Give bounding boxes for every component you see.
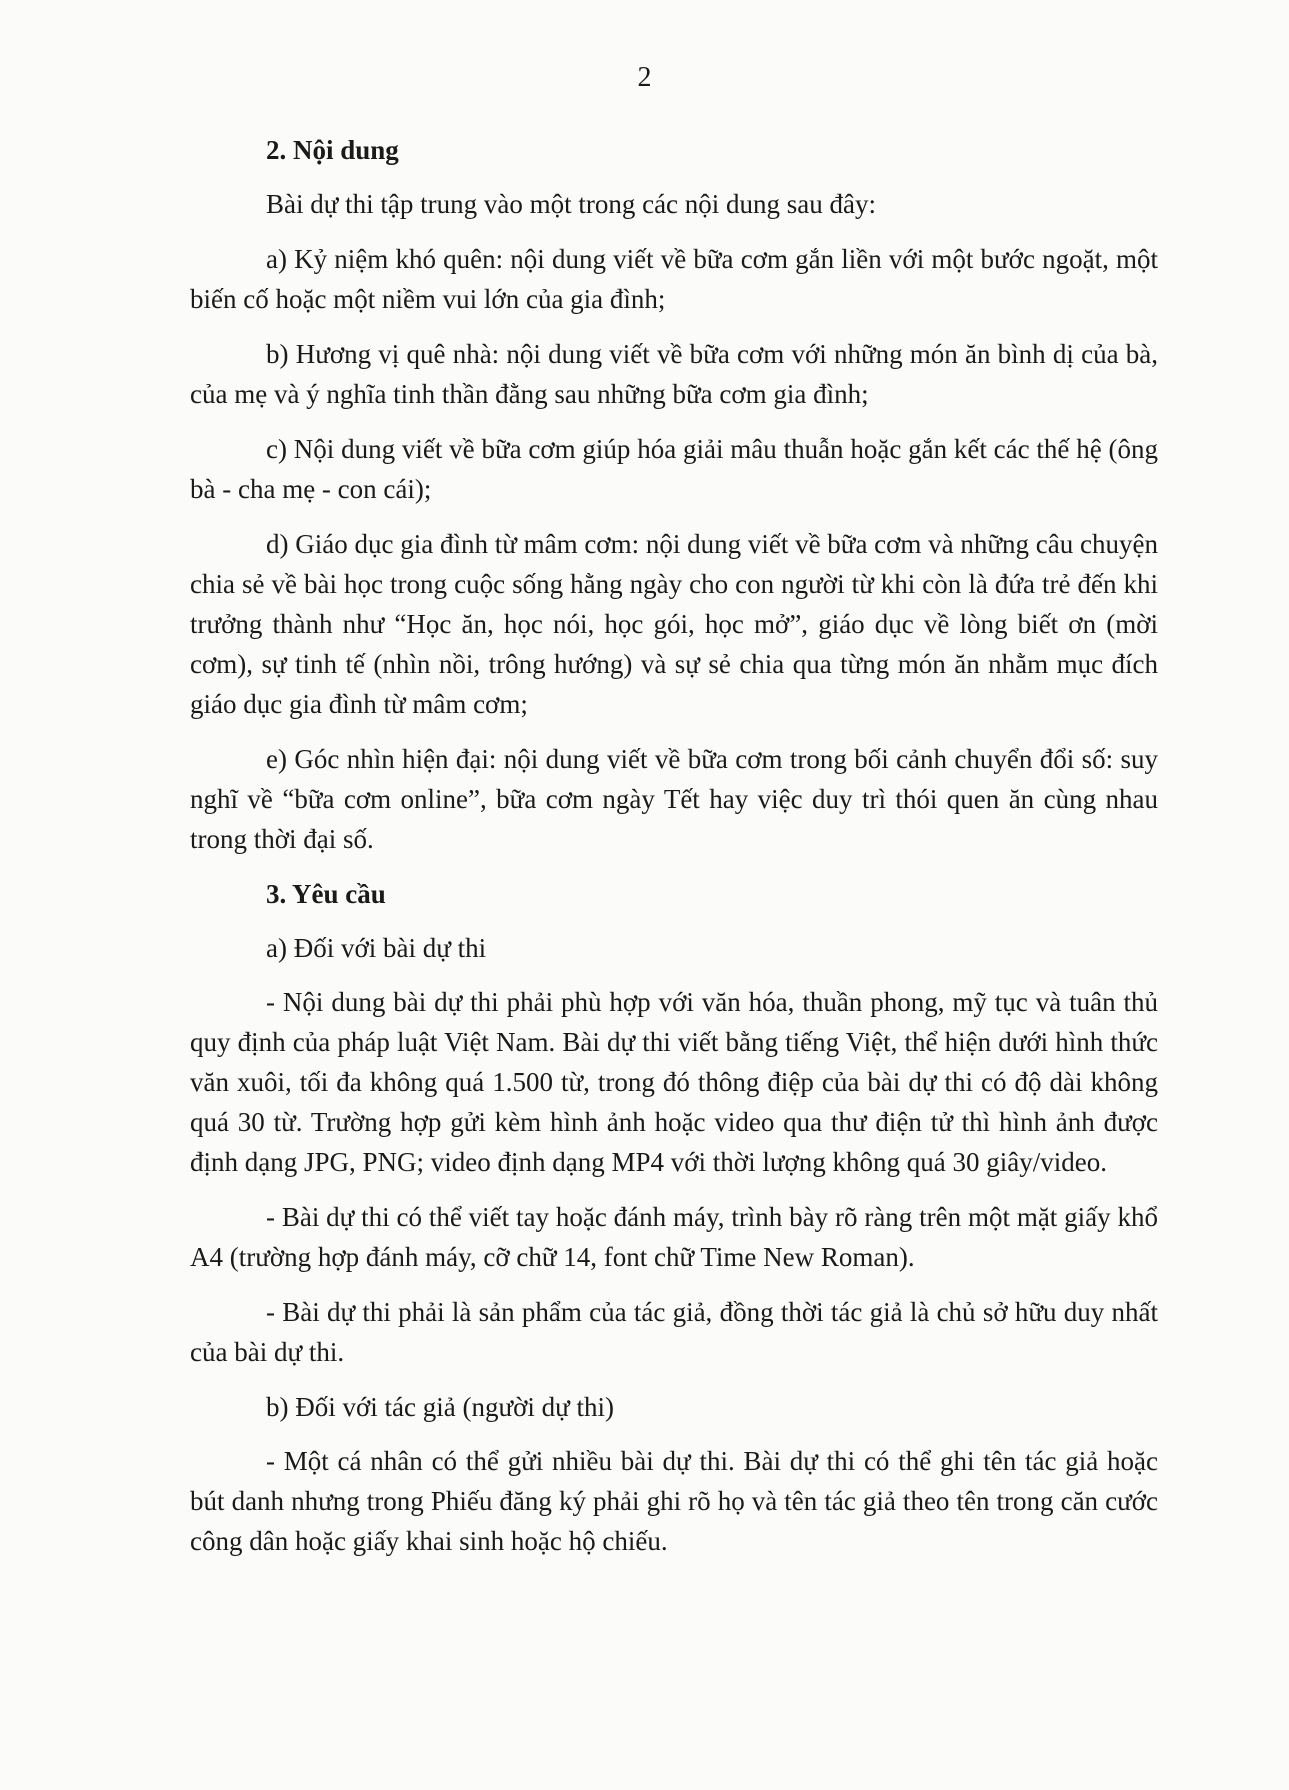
document-body [190, 130, 1158, 1576]
content-item-c: c) Nội dung viết về bữa cơm giúp hóa giải mâu thuẫn hoặc gắn kết các thế hệ (ông bà - cha mẹ - con cái); [190, 434, 1158, 504]
section-heading-content: 2. Nội dung [266, 135, 399, 165]
content-item-e: e) Góc nhìn hiện đại: nội dung viết về bữa cơm trong bối cảnh chuyển đổi số: suy nghĩ về “bữa cơm online”, bữa cơm ngày Tết hay việc duy trì thói quen ăn cùng nhau trong thời đại số. [190, 744, 1158, 854]
entry-requirement-1: - Nội dung bài dự thi phải phù hợp với văn hóa, thuần phong, mỹ tục và tuân thủ quy định của pháp luật Việt Nam. Bài dự thi viết bằng tiếng Việt, thể hiện dưới hình thức văn xuôi, tối đa không quá 1.500 từ, trong đó thông điệp của bài dự thi có độ dài không quá 30 từ. Trường hợp gửi kèm hình ảnh hoặc video qua thư điện tử thì hình ảnh được định dạng JPG, PNG; video định dạng MP4 với thời lượng không quá 30 giây/video. [190, 987, 1158, 1177]
content-item-d: d) Giáo dục gia đình từ mâm cơm: nội dung viết về bữa cơm và những câu chuyện chia sẻ về bài học trong cuộc sống hằng ngày cho con người từ khi còn là đứa trẻ đến khi trưởng thành như “Học ăn, học nói, học gói, học mở”, giáo dục về lòng biết ơn (mời cơm), sự tinh tế (nhìn nồi, trông hướng) và sự sẻ chia qua từng món ăn nhằm mục đích giáo dục gia đình từ mâm cơm; [190, 529, 1158, 719]
section-heading-requirements: 3. Yêu cầu [266, 879, 386, 909]
content-item-b: b) Hương vị quê nhà: nội dung viết về bữa cơm với những món ăn bình dị của bà, của mẹ và ý nghĩa tinh thần đằng sau những bữa cơm gia đình; [190, 339, 1158, 409]
content-item-a: a) Kỷ niệm khó quên: nội dung viết về bữa cơm gắn liền với một bước ngoặt, một biến cố hoặc một niềm vui lớn của gia đình; [190, 244, 1158, 314]
content-intro: Bài dự thi tập trung vào một trong các nội dung sau đây: [266, 189, 877, 219]
author-requirement-1: - Một cá nhân có thể gửi nhiều bài dự thi. Bài dự thi có thể ghi tên tác giả hoặc bút danh nhưng trong Phiếu đăng ký phải ghi rõ họ và tên tác giả theo tên trong căn cước công dân hoặc giấy khai sinh hoặc hộ chiếu. [190, 1446, 1158, 1556]
author-subheading: b) Đối với tác giả (người dự thi) [266, 1392, 615, 1422]
page-number: 2 [637, 62, 652, 93]
entry-requirement-2: - Bài dự thi có thể viết tay hoặc đánh máy, trình bày rõ ràng trên một mặt giấy khổ A4 (trường hợp đánh máy, cỡ chữ 14, font chữ Time New Roman). [190, 1202, 1158, 1272]
entry-subheading: a) Đối với bài dự thi [266, 933, 487, 963]
entry-requirement-3: - Bài dự thi phải là sản phẩm của tác giả, đồng thời tác giả là chủ sở hữu duy nhất của bài dự thi. [190, 1297, 1158, 1367]
